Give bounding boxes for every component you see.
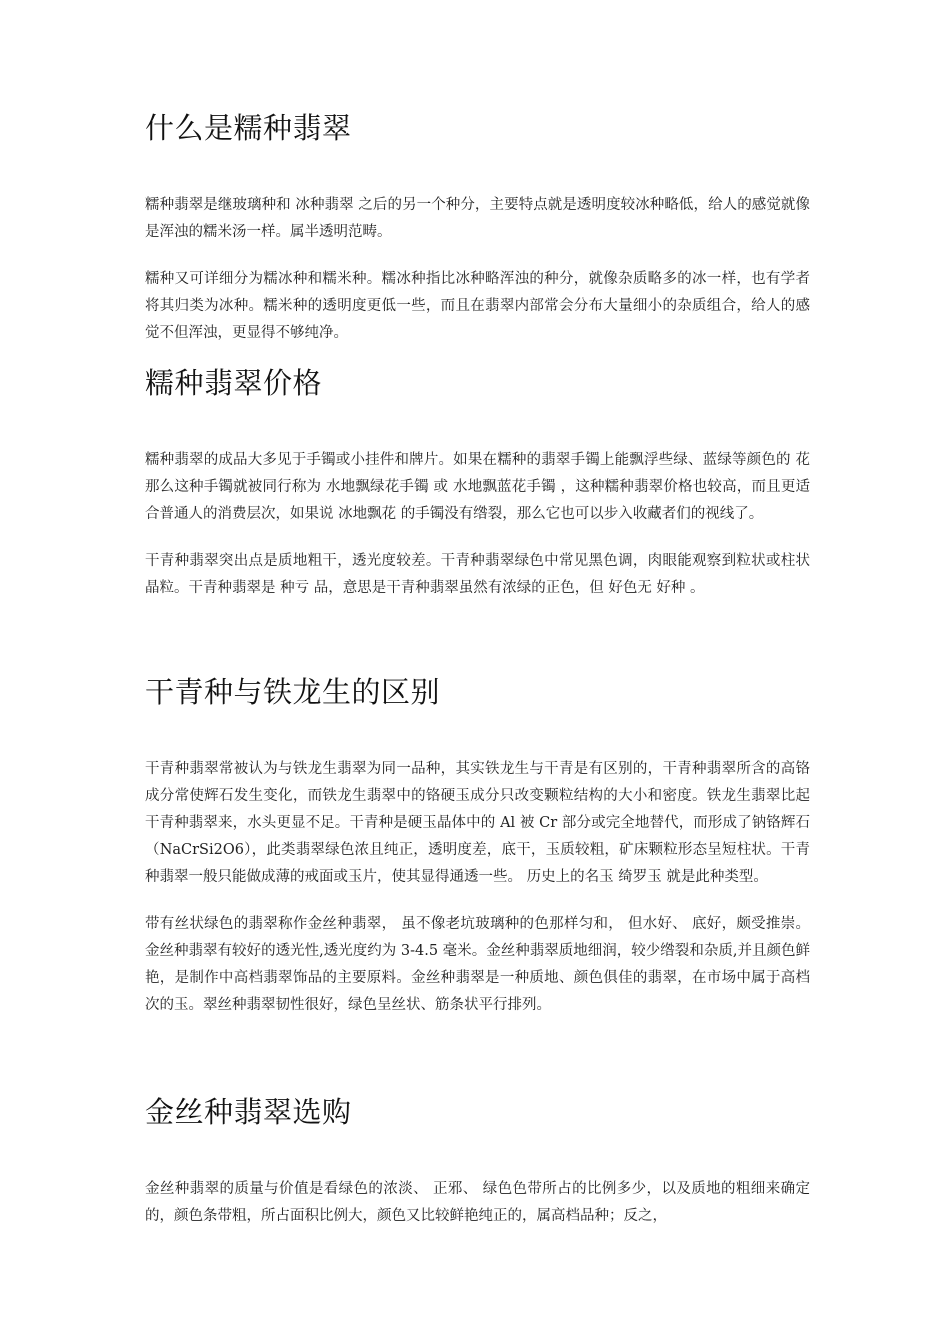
heading-what-is-nuo: 什么是糯种翡翠 <box>145 111 352 145</box>
paragraph: 金丝种翡翠的质量与价值是看绿色的浓淡、 正邪、 绿色色带所占的比例多少，以及质地的粗细来确定的，颜色条带粗，所占面积比例大，颜色又比较鲜艳纯正的，属高档品种；反之， <box>145 1181 810 1224</box>
section-ganqing-vs-tielongsheng <box>145 674 810 1019</box>
paragraph: 糯种又可详细分为糯冰种和糯米种。糯冰种指比冰种略浑浊的种分，就像杂质略多的冰一样，也有学者将其归类为冰种。糯米种的透明度更低一些，而且在翡翠内部常会分布大量细小的杂质组合，给人的感觉不但浑浊，更显得不够纯净。 <box>145 271 810 341</box>
paragraph: 干青种翡翠常被认为与铁龙生翡翠为同一品种，其实铁龙生与干青是有区别的，干青种翡翠所含的高铬成分常使辉石发生变化，而铁龙生翡翠中的铬硬玉成分只改变颗粒结构的大小和密度。铁龙生翡翠比起干青种翡翠来，水头更显不足。干青种是硬玉晶体中的 Al 被 Cr 部分或完全地替代，而形成了钠铬辉石（NaCrSi2O6），此类翡翠绿色浓且纯正，透明度差，底干，玉质较粗，矿床颗粒形态呈短柱状。干青种翡翠一般只能做成薄的戒面或玉片，使其显得通透一些。 历史上的名玉 绮罗玉 就是此种类型。 <box>145 761 810 885</box>
section-jinsi-buying <box>145 1094 810 1230</box>
section-nuo-price <box>145 365 810 602</box>
heading-jinsi-buying: 金丝种翡翠选购 <box>145 1095 352 1129</box>
paragraph: 干青种翡翠突出点是质地粗干，透光度较差。干青种翡翠绿色中常见黑色调，肉眼能观察到粒状或柱状晶粒。干青种翡翠是 种亏 品，意思是干青种翡翠虽然有浓绿的正色，但 好色无 好种 。 <box>145 553 810 596</box>
heading-ganqing-vs-tielongsheng: 干青种与铁龙生的区别 <box>145 675 441 709</box>
paragraph: 糯种翡翠是继玻璃种和 冰种翡翠 之后的另一个种分，主要特点就是透明度较冰种略低，给人的感觉就像是浑浊的糯米汤一样。属半透明范畴。 <box>145 197 810 240</box>
section-what-is-nuo <box>145 110 810 347</box>
paragraph: 带有丝状绿色的翡翠称作金丝种翡翠， 虽不像老坑玻璃种的色那样匀和， 但水好、 底好，颇受推崇。金丝种翡翠有较好的透光性,透光度约为 3-4.5 毫米。金丝种翡翠质地细润，较少绺裂和杂质,并且颜色鲜艳，是制作中高档翡翠饰品的主要原料。金丝种翡翠是一种质地、颜色俱佳的翡翠，在市场中属于高档次的玉。翠丝种翡翠韧性很好，绿色呈丝状、筋条状平行排列。 <box>145 916 810 1013</box>
paragraph: 糯种翡翠的成品大多见于手镯或小挂件和牌片。如果在糯种的翡翠手镯上能飘浮些绿、蓝绿等颜色的 花 那么这种手镯就被同行称为 水地飘绿花手镯 或 水地飘蓝花手镯 ，这种糯种翡翠价格也较高，而且更适合普通人的消费层次，如果说 冰地飘花 的手镯没有绺裂，那么它也可以步入收藏者们的视线了。 <box>145 452 810 522</box>
heading-nuo-price: 糯种翡翠价格 <box>145 366 323 400</box>
